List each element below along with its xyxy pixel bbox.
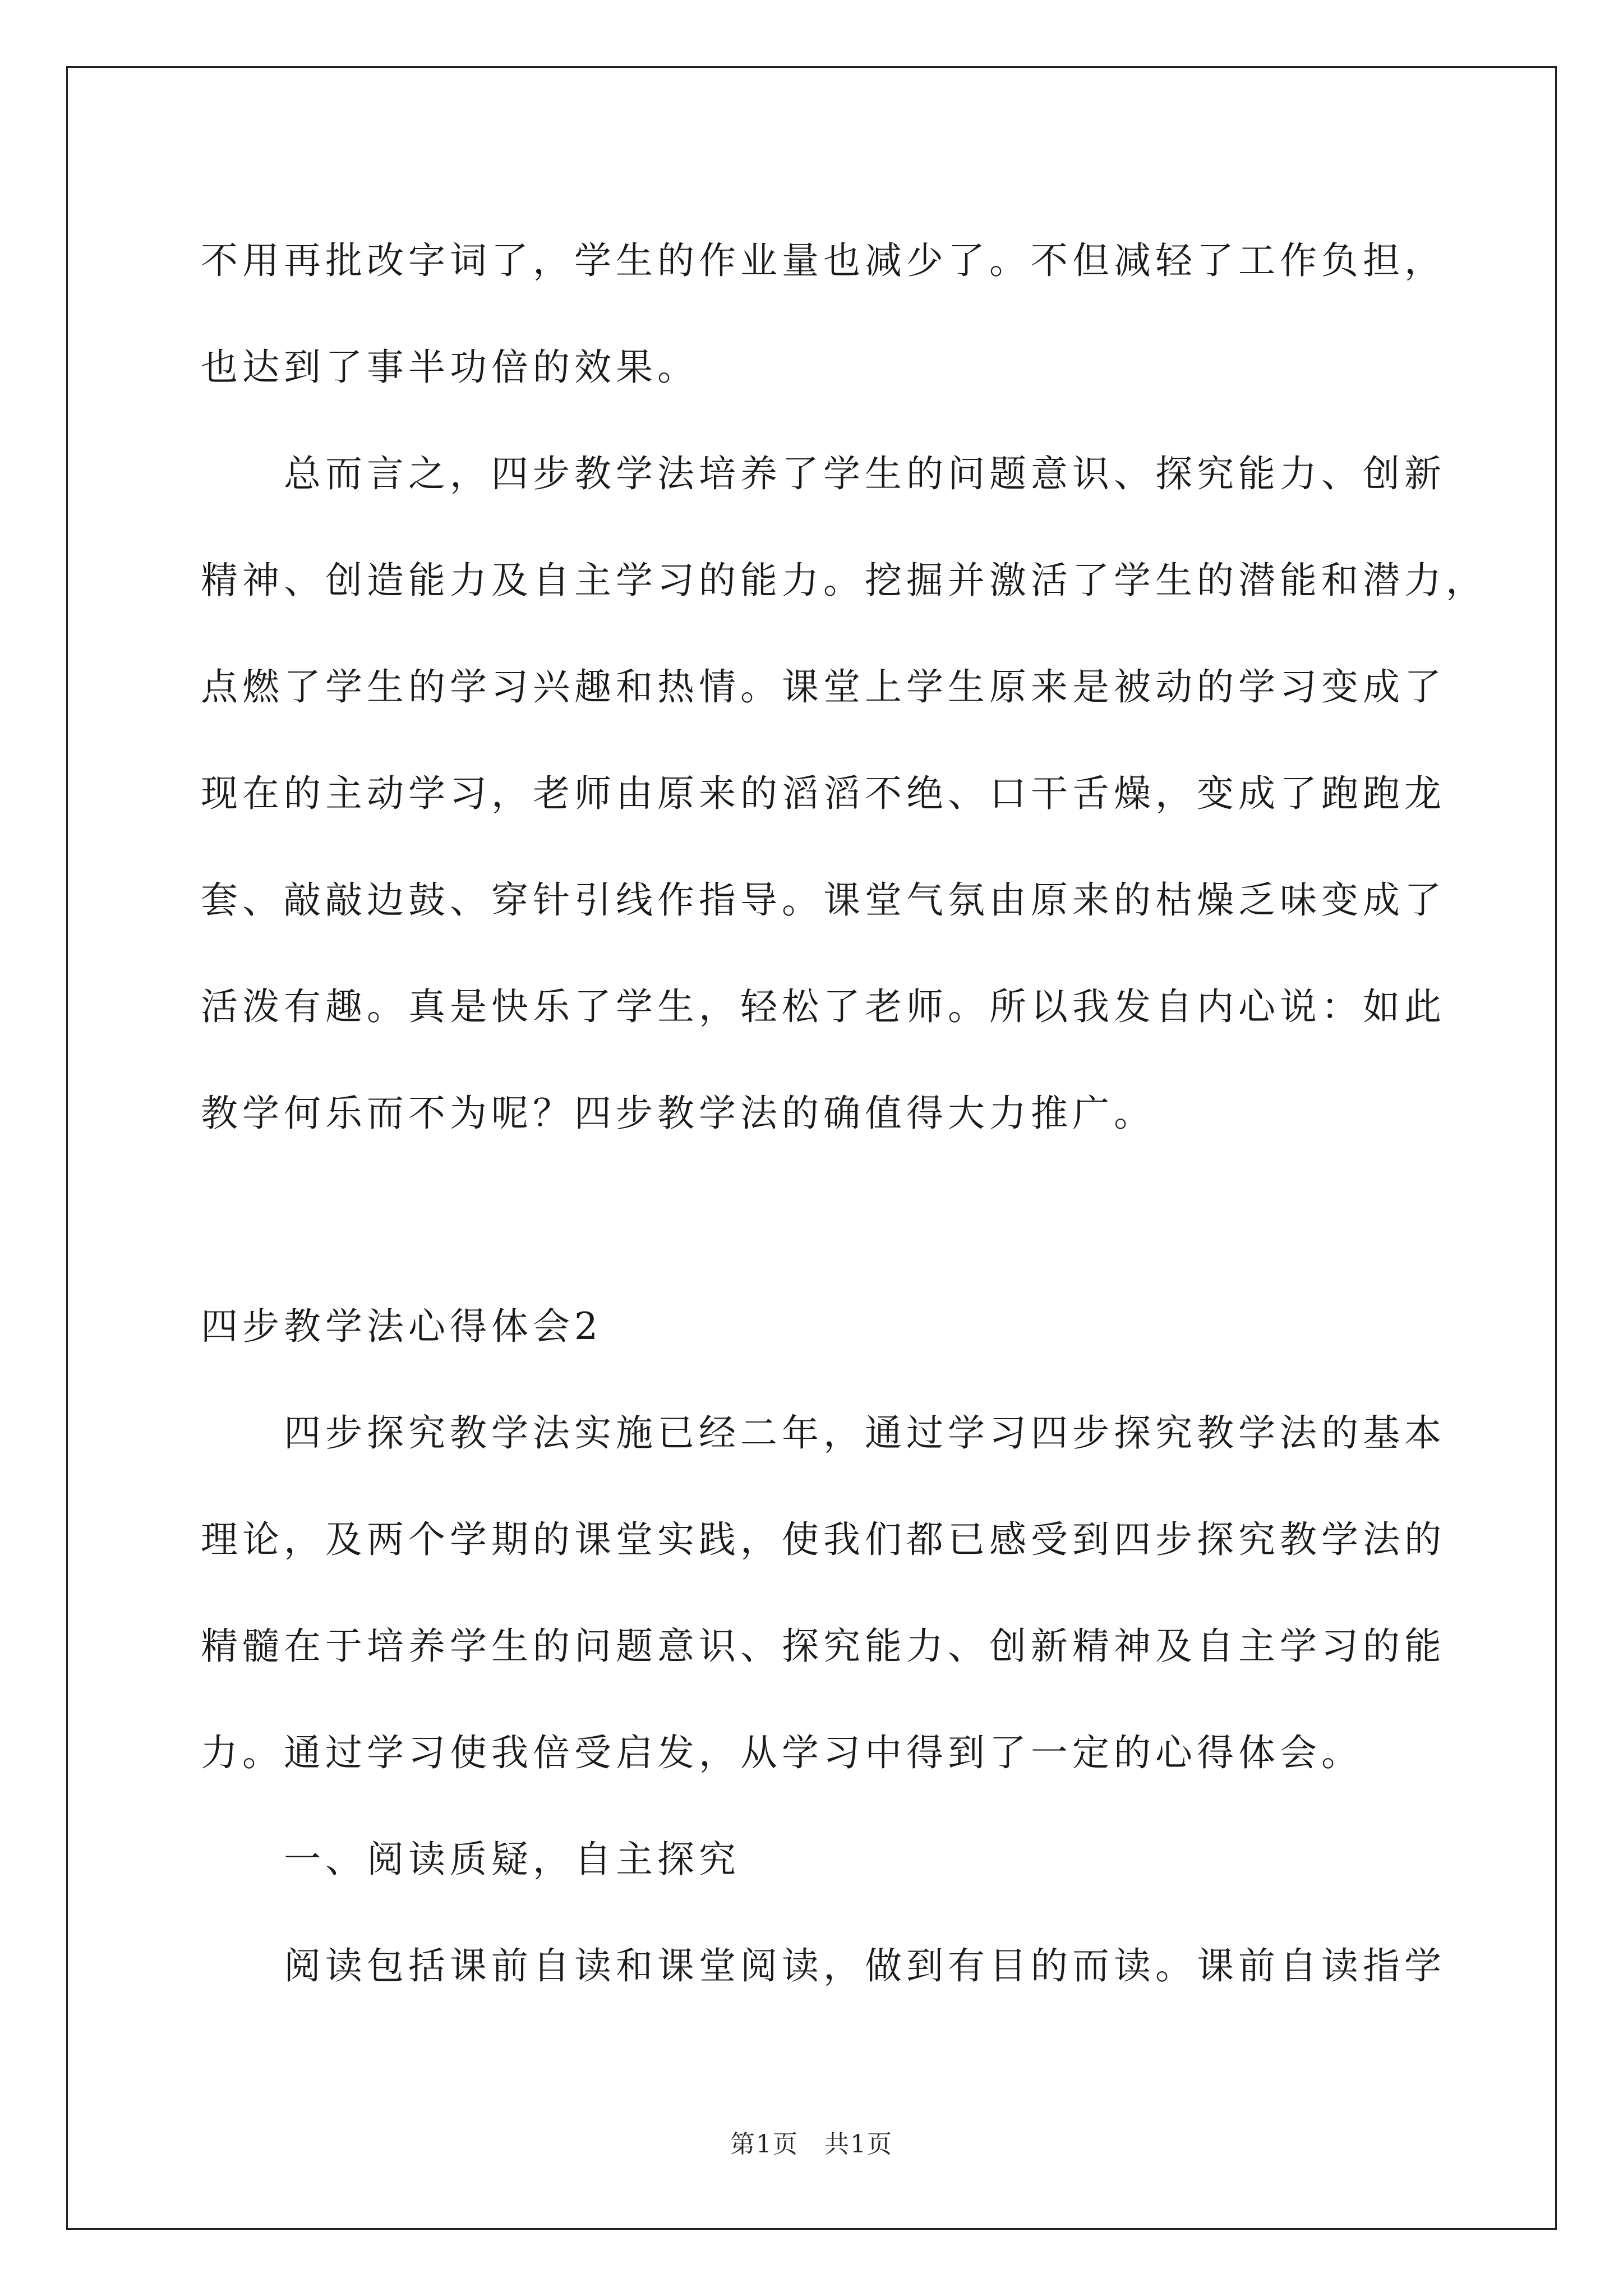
text-line: 理论，及两个学期的课堂实践，使我们都已感受到四步探究教学法的 [201, 1518, 1446, 1561]
text-line: 点燃了学生的学习兴趣和热情。课堂上学生原来是被动的学习变成了 [201, 665, 1446, 708]
subheading: 一、阅读质疑，自主探究 [284, 1838, 740, 1881]
section-heading: 四步教学法心得体会2 [201, 1305, 602, 1348]
text-line: 精髓在于培养学生的问题意识、探究能力、创新精神及自主学习的能 [201, 1625, 1446, 1668]
text-line: 也达到了事半功倍的效果。 [201, 346, 699, 389]
text-line: 不用再批改字词了，学生的作业量也减少了。不但减轻了工作负担， [201, 239, 1446, 282]
document-body [201, 208, 1487, 2019]
page-number-footer: 第1页 共1页 [730, 2130, 893, 2159]
paragraph-3 [201, 1380, 1446, 1806]
paragraph-1 [201, 208, 1446, 421]
text-line: 活泼有趣。真是快乐了学生，轻松了老师。所以我发自内心说：如此 [201, 985, 1446, 1028]
text-line: 四步探究教学法实施已经二年，通过学习四步探究教学法的基本 [284, 1411, 1446, 1455]
text-line: 阅读包括课前自读和课堂阅读，做到有目的而读。课前自读指学 [284, 1944, 1446, 1987]
text-line: 套、敲敲边鼓、穿针引线作指导。课堂气氛由原来的枯燥乏味变成了 [201, 878, 1446, 922]
paragraph-2 [201, 421, 1487, 1167]
text-line: 教学何乐而不为呢？四步教学法的确值得大力推广。 [201, 1092, 1155, 1135]
text-line: 总而言之，四步教学法培养了学生的问题意识、探究能力、创新 [284, 452, 1446, 495]
text-line: 精神、创造能力及自主学习的能力。挖掘并激活了学生的潜能和潜力， [201, 559, 1487, 602]
text-line: 力。通过学习使我倍受启发，从学习中得到了一定的心得体会。 [201, 1731, 1363, 1774]
text-line: 现在的主动学习，老师由原来的滔滔不绝、口干舌燥，变成了跑跑龙 [201, 772, 1446, 815]
paragraph-4 [201, 1913, 1446, 2019]
